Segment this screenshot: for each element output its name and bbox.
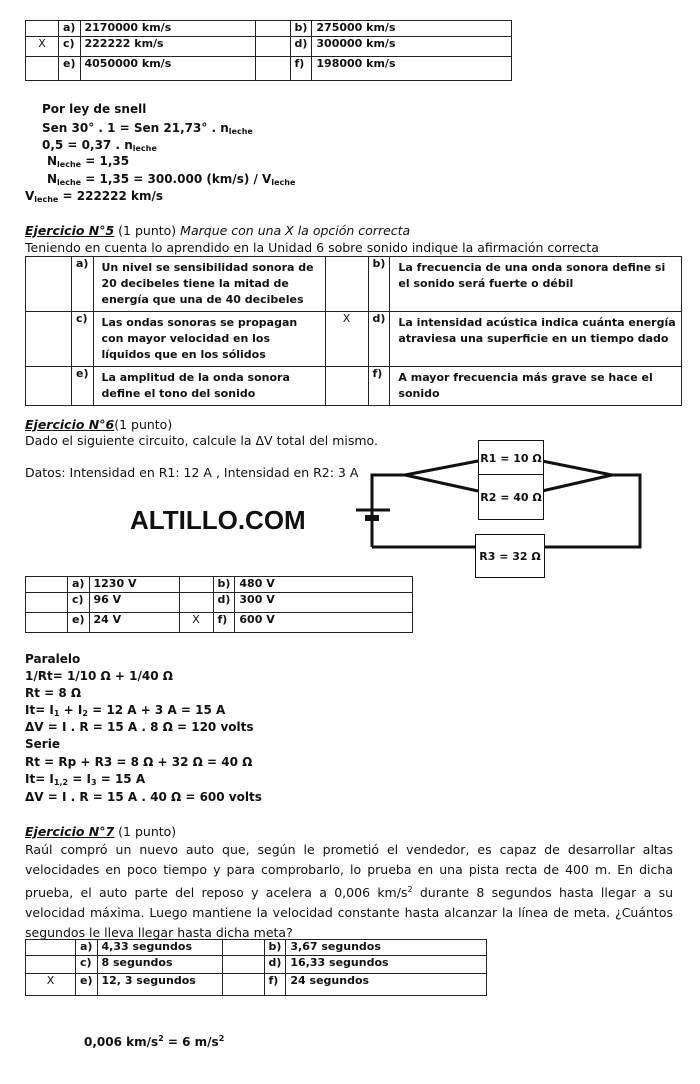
answer-mark[interactable]: X: [325, 312, 368, 367]
snell-line-3: $N_{leche} = 1,35$: [47, 154, 130, 169]
option-letter: c): [72, 312, 94, 367]
option-text: Un nivel se sensibilidad sonora de 20 decibeles tiene la mitad de energía que una de 40 decibeles: [93, 257, 325, 312]
answer-mark[interactable]: [26, 577, 68, 593]
sol6-serie: Serie: [25, 737, 60, 751]
sol6-line-3: $It= I_1 + I_2 = 12$ A + 3 A = 15 A: [25, 703, 226, 718]
option-text: La amplitud de la onda sonora define el tono del sonido: [93, 367, 325, 406]
table-row: [26, 956, 487, 974]
option-letter: f): [264, 974, 286, 996]
sol6-line-7: ΔV = I . R = 15 A . 40 Ω = 600 volts: [25, 790, 262, 804]
option-text: 600 V: [235, 613, 413, 633]
snell-line-5: $V_{leche} = 222222$ km/s: [25, 189, 164, 204]
option-letter: d): [368, 312, 390, 367]
option-text: 24 V: [89, 613, 179, 633]
ej5-heading: Ejercicio N°5 (1 punto) Marque con una X la opción correcta: [25, 223, 411, 238]
option-letter: a): [72, 257, 94, 312]
option-letter: b): [264, 940, 286, 956]
option-text: 2170000 km/s: [80, 21, 255, 37]
sol6-line-6: $It= I_{1,2} = I_3 = 15$ A: [25, 772, 146, 787]
answer-mark[interactable]: [222, 940, 264, 956]
snell-line-1: Sen 30° . 1 = Sen 21,73° . $n_{leche}$: [42, 121, 253, 136]
sol6-paralelo: Paralelo: [25, 652, 81, 666]
ej7-options-table: [25, 939, 487, 996]
option-letter: a): [76, 940, 98, 956]
option-text: 8 segundos: [97, 956, 222, 974]
option-letter: b): [290, 21, 312, 37]
ej6-heading: Ejercicio N°6(1 punto): [25, 417, 173, 432]
ej7-paragraph: Raúl compró un nuevo auto que, según le prometió el vendedor, es capaz de desarrollar altas velocidades en poco tiempo y para comprobarlo, lo prueba en una pista recta de 400 m. En dicha prueba, el auto parte del reposo y acelera a 0,006 $km/s^2$ durante 8 segundos hasta llegar a su velocidad máxima. Luego mantiene la velocidad constante hasta alcanzar la línea de meta. ¿Cuántos segundos le lleva llegar hasta dicha meta?: [25, 842, 673, 940]
option-letter: f): [213, 613, 235, 633]
option-letter: e): [59, 57, 81, 81]
option-letter: f): [368, 367, 390, 406]
option-letter: e): [68, 613, 90, 633]
option-text: Las ondas sonoras se propagan con mayor velocidad en los líquidos que en los sólidos: [93, 312, 325, 367]
answer-mark[interactable]: X: [26, 37, 59, 57]
ej6-options-table: [25, 576, 413, 633]
snell-title: Por ley de snell: [42, 102, 147, 116]
sol6-line-2: Rt = 8 Ω: [25, 686, 82, 700]
snell-line-2: 0,5 = 0,37 . $n_{leche}$: [42, 138, 157, 153]
answer-mark[interactable]: [26, 956, 76, 974]
option-text: 4,33 segundos: [97, 940, 222, 956]
ej6-datos: Datos: Intensidad en R1: 12 A , Intensidad en R2: 3 A: [25, 465, 359, 480]
ej6-title: Ejercicio N°6: [25, 417, 115, 432]
answer-mark[interactable]: X: [179, 613, 213, 633]
option-letter: d): [213, 593, 235, 613]
ej7-title: Ejercicio N°7: [25, 824, 115, 839]
ej5-question: Teniendo en cuenta lo aprendido en la Unidad 6 sobre sonido indique la afirmación correcta: [25, 240, 599, 255]
option-text: 12, 3 segundos: [97, 974, 222, 996]
answer-mark[interactable]: [222, 956, 264, 974]
option-letter: a): [68, 577, 90, 593]
option-letter: b): [368, 257, 390, 312]
table-row: [26, 577, 413, 593]
option-letter: e): [76, 974, 98, 996]
sol6-line-4: ΔV = I . R = 15 A . 8 Ω = 120 volts: [25, 720, 254, 734]
option-letter: c): [68, 593, 90, 613]
option-text: 275000 km/s: [312, 21, 512, 37]
option-text: 300 V: [235, 593, 413, 613]
watermark-logo: ALTILLO.COM: [130, 505, 306, 535]
answer-mark[interactable]: X: [26, 974, 76, 996]
option-text: 16,33 segundos: [286, 956, 487, 974]
option-text: 4050000 km/s: [80, 57, 255, 81]
option-letter: e): [72, 367, 94, 406]
ej5-title: Ejercicio N°5: [25, 223, 115, 238]
table-row: [26, 974, 487, 996]
option-letter: f): [290, 57, 312, 81]
table-row: [26, 940, 487, 956]
option-letter: d): [264, 956, 286, 974]
ej6-question: Dado el siguiente circuito, calcule la ΔV total del mismo.: [25, 433, 378, 448]
ej7-conversion: 0,006 $km/s^2 = 6$ $m/s^2$: [84, 1034, 225, 1049]
option-text: 24 segundos: [286, 974, 487, 996]
sol6-line-5: Rt = Rp + R3 = 8 Ω + 32 Ω = 40 Ω: [25, 755, 253, 769]
resistor-r2: R2 = 40 Ω: [478, 474, 544, 520]
answer-mark[interactable]: [26, 593, 68, 613]
option-text: A mayor frecuencia más grave se hace el sonido: [390, 367, 682, 406]
option-letter: d): [290, 37, 312, 57]
answer-mark[interactable]: [26, 613, 68, 633]
resistor-r1: R1 = 10 Ω: [478, 440, 544, 476]
option-text: 1230 V: [89, 577, 179, 593]
option-text: La frecuencia de una onda sonora define si el sonido será fuerte o débil: [390, 257, 682, 312]
answer-mark[interactable]: [179, 593, 213, 613]
option-letter: a): [59, 21, 81, 37]
option-text: 222222 km/s: [80, 37, 255, 57]
answer-mark[interactable]: [179, 577, 213, 593]
answer-mark[interactable]: [26, 940, 76, 956]
option-text: 198000 km/s: [312, 57, 512, 81]
resistor-r3: R3 = 32 Ω: [475, 534, 545, 578]
option-text: 3,67 segundos: [286, 940, 487, 956]
sol6-line-1: 1/Rt= 1/10 Ω + 1/40 Ω: [25, 669, 173, 683]
option-text: 96 V: [89, 593, 179, 613]
option-text: La intensidad acústica indica cuánta energía atraviesa una superficie en un tiempo dado: [390, 312, 682, 367]
table-row: [26, 593, 413, 613]
table-row: [26, 613, 413, 633]
ej7-heading: Ejercicio N°7 (1 punto): [25, 824, 177, 839]
option-letter: c): [59, 37, 81, 57]
option-text: 300000 km/s: [312, 37, 512, 57]
answer-mark[interactable]: [222, 974, 264, 996]
option-text: 480 V: [235, 577, 413, 593]
snell-line-4: $N_{leche} = 1,35 = 300.000$ $(km/s) / V_{leche}$: [47, 172, 296, 187]
option-letter: b): [213, 577, 235, 593]
option-letter: c): [76, 956, 98, 974]
